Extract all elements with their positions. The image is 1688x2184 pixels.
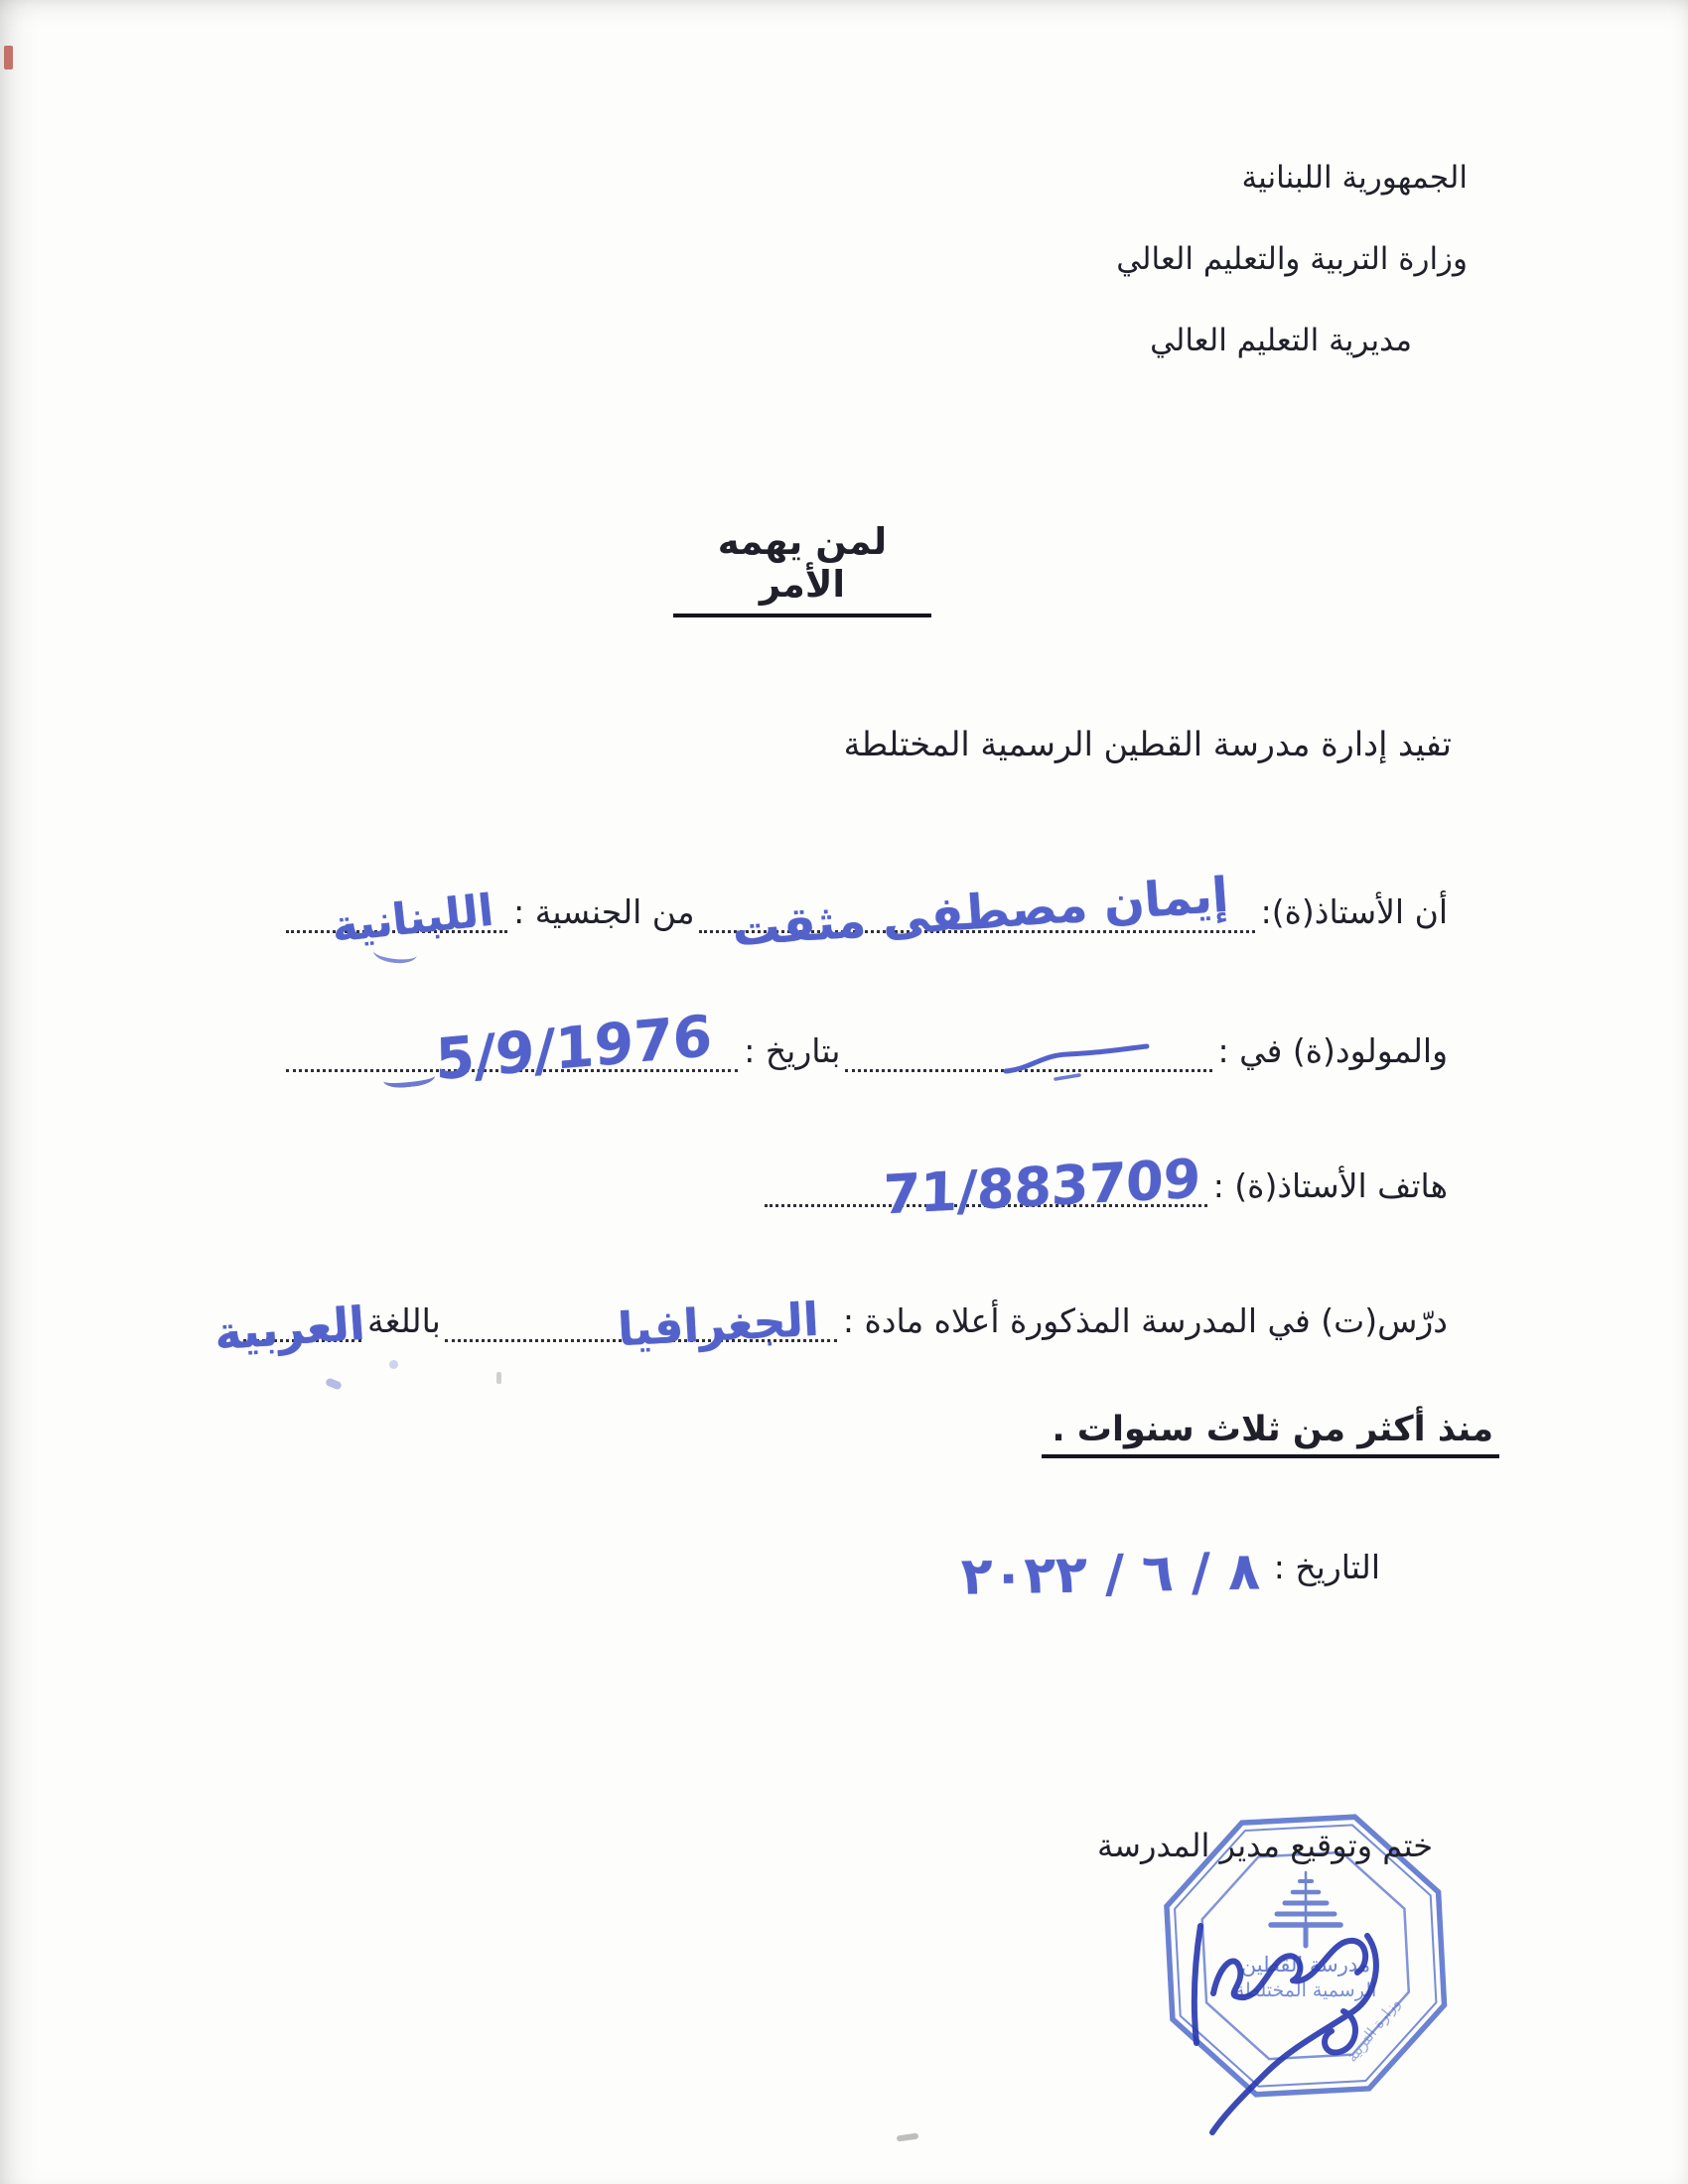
scan-artifact-ink-speck-3 xyxy=(496,1372,501,1384)
scan-artifact-gray-dash xyxy=(897,2132,919,2141)
letterhead-republic: الجمهورية اللبنانية xyxy=(1241,160,1468,196)
phone-label: هاتف الأستاذ(ة) : xyxy=(1212,1166,1448,1205)
phone-line xyxy=(765,1134,1452,1227)
nationality-field xyxy=(286,885,507,953)
language-field xyxy=(212,1296,367,1361)
birth-line xyxy=(286,999,1452,1094)
letterhead-ministry: وزارة التربية والتعليم العالي xyxy=(1116,241,1468,277)
scan-artifact-ink-speck-2 xyxy=(389,1360,398,1369)
scan-artifact-ink-curve-1 xyxy=(372,941,418,965)
birthdate-field xyxy=(286,1003,738,1094)
scan-artifact-ink-speck-1 xyxy=(325,1377,343,1390)
phone-field xyxy=(765,1147,1207,1227)
teacher-line xyxy=(286,860,1452,958)
scan-artifact-red-mark xyxy=(4,46,13,69)
phone-handwriting: 71/883709 xyxy=(883,1147,1202,1227)
birthplace-handwriting-squiggle xyxy=(1002,1039,1151,1081)
stamp-ring-text: وزارة التربية xyxy=(1342,1994,1404,2066)
document-title: لمن يهمه الأمر xyxy=(673,520,931,617)
birthplace-field xyxy=(845,1029,1212,1072)
stamp-caption: ختم وتوقيع مدير المدرسة xyxy=(1097,1827,1433,1864)
intro-line: تفيد إدارة مدرسة القطين الرسمية المختلطة xyxy=(843,725,1452,763)
subject-label: درّس(ت) في المدرسة المذكورة أعلاه مادة : xyxy=(842,1301,1448,1340)
stamp-school-name-line1: مدرسة القطين xyxy=(1240,1953,1371,1977)
teacher-name-handwriting: إيمان مصطفى مثقت xyxy=(730,867,1230,958)
duration-note: منذ أكثر من ثلاث سنوات . xyxy=(1042,1410,1499,1458)
language-label: باللغة xyxy=(367,1301,441,1340)
date-handwriting: ٨ / ٦ / ٢٠٢٢ xyxy=(960,1542,1261,1607)
teacher-label: أن الأستاذ(ة): xyxy=(1260,892,1448,931)
nationality-label: من الجنسية : xyxy=(513,892,695,931)
nationality-handwriting: اللبنانية xyxy=(329,885,496,953)
birthdate-handwriting: 5/9/1976 xyxy=(434,1003,713,1094)
language-handwriting: العربية xyxy=(212,1296,367,1361)
date-label: التاريخ : xyxy=(1273,1548,1380,1586)
date-line xyxy=(961,1507,1380,1608)
letterhead-directorate: مديرية التعليم العالي xyxy=(1150,323,1412,358)
cedar-tree-icon xyxy=(1271,1872,1340,1946)
subject-handwriting: الجغرافيا xyxy=(616,1292,821,1357)
stamp-school-name-line2: الرسمية المختلطة xyxy=(1234,1979,1377,2001)
birthplace-label: والمولود(ة) في : xyxy=(1217,1031,1448,1070)
birthdate-label: بتاريخ : xyxy=(744,1031,841,1070)
subject-field xyxy=(445,1292,837,1357)
teacher-name-field xyxy=(699,867,1255,958)
letterhead xyxy=(1116,137,1468,381)
subject-line xyxy=(212,1269,1452,1361)
